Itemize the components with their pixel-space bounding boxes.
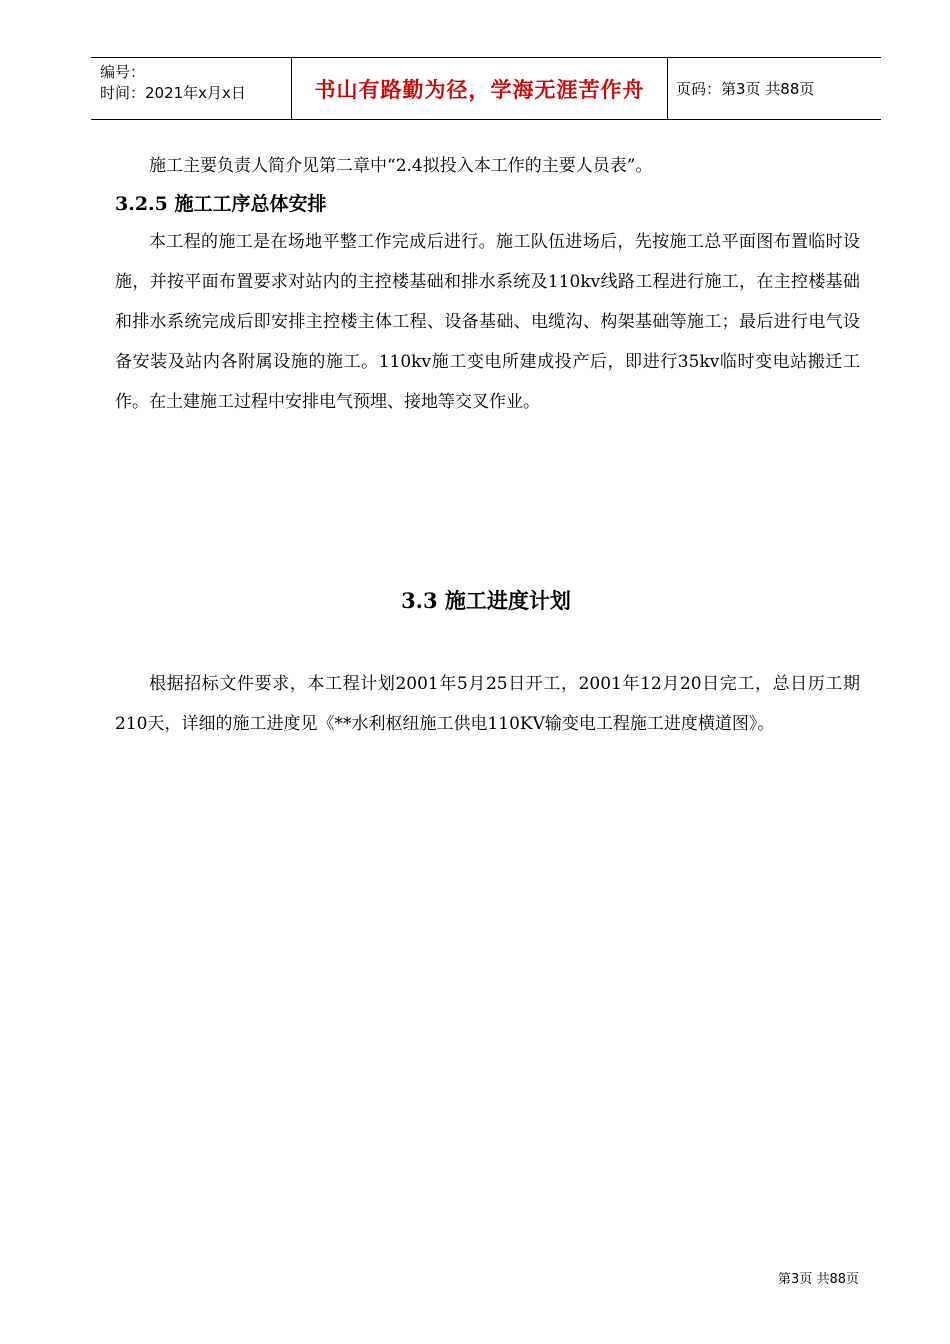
subsection-title: 3.2.5 施工工序总体安排 <box>115 193 327 215</box>
page-footer: 第3页 共88页 <box>778 1272 859 1287</box>
schedule-paragraph: 根据招标文件要求，本工程计划2001年5月25日开工，2001年12月20日完工，总日历工期210天，详细的施工进度见《**水利枢纽施工供电110KV输变电工程施工进度横道图》。 <box>115 674 860 734</box>
header-page-info: 页码：第3页 共88页 <box>676 80 815 98</box>
subsection-paragraph: 本工程的施工是在场地平整工作完成后进行。施工队伍进场后，先按施工总平面图布置临时设施，并按平面布置要求对站内的主控楼基础和排水系统及110kv线路工程进行施工，在主控楼基础和排水系统完成后即安排主控楼主体工程、设备基础、电缆沟、构架基础等施工；最后进行电气设备安装及站内各附属设施的施工。110kv施工变电所建成投产后，即进行35kv临时变电站搬迁工作。在土建施工过程中安排电气预埋、接地等交叉作业。 <box>115 232 860 412</box>
document-number-label: 编号： <box>100 63 146 81</box>
header-motto: 书山有路勤为径，学海无涯苦作舟 <box>292 58 668 119</box>
intro-paragraph: 施工主要负责人简介见第二章中“2.4拟投入本工作的主要人员表”。 <box>149 156 653 176</box>
schedule-body <box>115 664 860 744</box>
section-title: 3.3 施工进度计划 <box>401 588 571 613</box>
document-time: 时间：2021年x月x日 <box>100 84 246 102</box>
document-body <box>115 146 860 422</box>
page-header <box>91 57 881 120</box>
header-meta <box>91 58 292 119</box>
